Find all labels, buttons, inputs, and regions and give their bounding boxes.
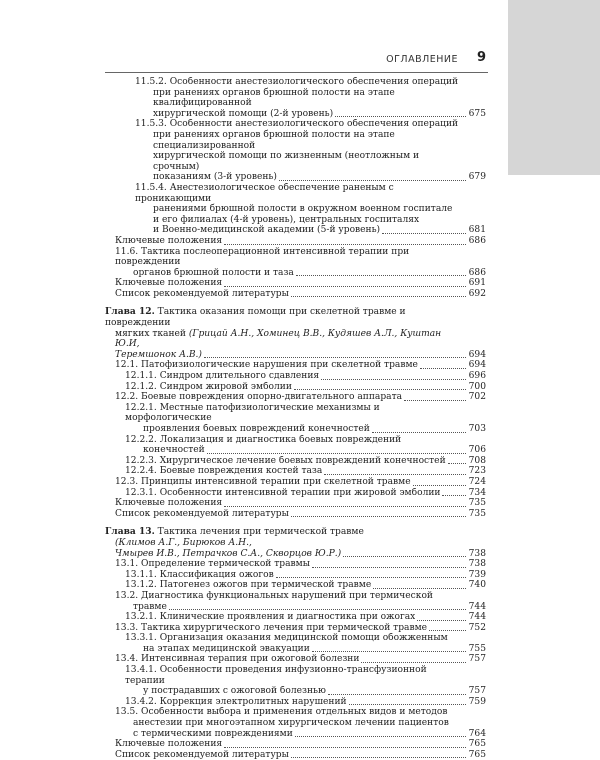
toc-entry-text	[105, 77, 468, 119]
toc-line	[105, 549, 468, 560]
toc-page-number: 744	[468, 612, 486, 623]
toc-line-text	[115, 360, 418, 371]
toc-entry	[105, 697, 486, 708]
table-of-contents	[105, 77, 486, 760]
toc-line-text	[125, 466, 322, 477]
toc-line	[125, 435, 468, 446]
toc-line-text	[115, 559, 310, 570]
toc-entry-line: 13.4.2. Коррекция электролитных нарушений	[125, 696, 347, 707]
toc-entry	[105, 236, 486, 247]
toc-entry-line: 13.2. Диагностика функциональных нарушений при термической	[115, 590, 433, 601]
toc-line	[125, 612, 468, 623]
toc-entry	[105, 612, 486, 623]
toc-line-text	[133, 268, 294, 279]
toc-entry-line: 12.1.1. Синдром длительного сдавления	[125, 371, 320, 382]
toc-line	[115, 477, 468, 488]
toc-line	[135, 204, 468, 215]
toc-entry-text	[105, 623, 468, 634]
toc-line	[105, 538, 468, 549]
dot-leader	[373, 588, 465, 589]
toc-entry-text	[105, 654, 468, 665]
toc-line-text	[125, 456, 446, 467]
dot-leader	[312, 567, 466, 568]
toc-entry-text	[105, 633, 468, 654]
toc-entry-text	[105, 580, 468, 591]
toc-line-text	[115, 549, 341, 560]
chapter-label: Глава 13.	[105, 527, 155, 538]
dot-leader	[324, 474, 465, 475]
toc-chapter-entry	[105, 527, 486, 559]
toc-entry-line: и его филиалах (4-й уровень), центральных госпиталях	[153, 214, 420, 225]
toc-entry-text	[105, 750, 468, 760]
toc-entry-line: Список рекомендуемой литературы	[115, 508, 289, 519]
toc-line	[125, 403, 468, 424]
toc-line	[115, 750, 468, 760]
toc-entry-line: 12.2.3. Хирургическое лечение боевых повреждений конечностей	[125, 455, 446, 466]
dot-leader	[361, 662, 465, 663]
toc-entry-line: 13.3.1. Организация оказания медицинской помощи обожженным	[125, 633, 448, 644]
toc-page-number: 744	[468, 601, 486, 612]
toc-entry-line: хирургической помощи (2-й уровень)	[153, 108, 334, 119]
toc-line-text	[115, 392, 402, 403]
toc-page-number: 755	[468, 643, 486, 654]
toc-line	[115, 718, 468, 729]
toc-entry-text	[105, 456, 468, 467]
toc-line-text	[133, 602, 167, 613]
dot-leader	[429, 630, 466, 631]
toc-page-number: 692	[468, 288, 486, 299]
toc-entry	[105, 382, 486, 393]
toc-page-number: 703	[468, 424, 486, 434]
toc-entry-text	[105, 591, 468, 612]
toc-page-number: 724	[468, 476, 486, 487]
toc-entry-text	[105, 371, 468, 382]
toc-page-number: 675	[468, 108, 486, 119]
toc-entry-text	[105, 707, 468, 739]
toc-page-number: 696	[468, 371, 486, 382]
toc-page-number: 765	[468, 739, 486, 750]
chapter-title: мягких тканей	[115, 328, 189, 339]
toc-line	[115, 268, 468, 279]
toc-line-text	[143, 424, 370, 435]
toc-entry-line: Ключевые положения	[115, 739, 223, 750]
toc-line-text	[143, 686, 326, 697]
toc-page-number: 759	[468, 696, 486, 707]
dot-leader	[372, 432, 466, 433]
toc-entry	[105, 570, 486, 581]
toc-entry-text	[105, 488, 468, 499]
toc-entry	[105, 488, 486, 499]
toc-page-number: 686	[468, 267, 486, 278]
toc-entry-text	[105, 477, 468, 488]
toc-line	[135, 225, 468, 236]
dot-leader	[382, 233, 466, 234]
toc-line-text	[115, 236, 222, 247]
dot-leader	[291, 757, 466, 758]
toc-entry-text	[105, 612, 468, 623]
toc-entry-line: Список рекомендуемой литературы	[115, 749, 289, 760]
toc-line	[115, 623, 468, 634]
toc-entry-text	[105, 665, 468, 697]
toc-page-number: 765	[468, 749, 486, 760]
toc-line-text	[115, 739, 222, 750]
dot-leader	[224, 286, 465, 287]
toc-page-number: 752	[468, 622, 486, 633]
toc-line	[105, 329, 468, 350]
toc-entry-line: показаниям (3-й уровень)	[153, 172, 277, 183]
toc-entry-line: 13.5. Особенности выбора и применения отдельных видов и методов	[115, 707, 448, 718]
dot-leader	[335, 116, 465, 117]
toc-entry	[105, 707, 486, 739]
toc-entry-line: Список рекомендуемой литературы	[115, 288, 289, 299]
dot-leader	[312, 651, 466, 652]
toc-line-text	[125, 580, 371, 591]
toc-line	[135, 109, 468, 120]
toc-entry-line: анестезии при многоэтапном хирургическом лечении пациентов	[133, 718, 449, 729]
toc-entry	[105, 591, 486, 612]
toc-line	[125, 371, 468, 382]
toc-entry	[105, 119, 486, 183]
dot-leader	[204, 357, 466, 358]
toc-line-text	[125, 697, 347, 708]
page-number: 9	[476, 50, 486, 65]
toc-entry	[105, 77, 486, 119]
toc-line-text	[115, 278, 222, 289]
toc-line	[115, 392, 468, 403]
toc-entry-line: ранениями брюшной полости в окружном военном госпитале	[153, 204, 453, 215]
toc-entry-text	[105, 236, 468, 247]
dot-leader	[442, 495, 465, 496]
toc-entry-text	[105, 559, 468, 570]
toc-line-text	[153, 172, 277, 183]
toc-entry-text	[105, 435, 468, 456]
toc-line-text	[115, 750, 289, 760]
toc-line-text	[115, 509, 289, 520]
dot-leader	[404, 400, 466, 401]
toc-line	[125, 580, 468, 591]
toc-line	[115, 654, 468, 665]
toc-line	[115, 707, 468, 718]
toc-line	[125, 424, 468, 435]
toc-entry	[105, 509, 486, 520]
toc-line-text	[115, 350, 202, 361]
toc-entry-line: Ключевые положения	[115, 235, 223, 246]
toc-entry-line: на этапах медицинской эвакуации	[143, 643, 310, 654]
toc-line-text	[115, 498, 222, 509]
toc-entry	[105, 623, 486, 634]
toc-entry-text	[105, 697, 468, 708]
toc-entry-text	[105, 307, 468, 360]
toc-page-number: 679	[468, 172, 486, 183]
toc-entry	[105, 360, 486, 371]
toc-entry-line: с термическими повреждениями	[133, 728, 293, 739]
dot-leader	[448, 463, 466, 464]
toc-entry-text	[105, 382, 468, 393]
toc-entry	[105, 665, 486, 697]
toc-page-number: 681	[468, 225, 486, 236]
toc-entry-text	[105, 527, 468, 559]
toc-entry	[105, 371, 486, 382]
toc-line	[115, 729, 468, 740]
toc-page-number: 706	[468, 445, 486, 456]
toc-entry	[105, 498, 486, 509]
toc-entry	[105, 247, 486, 279]
toc-line	[115, 360, 468, 371]
dot-leader	[349, 704, 466, 705]
toc-entry-text	[105, 278, 468, 289]
toc-entry-line: 13.2.1. Клинические проявления и диагностика при ожогах	[125, 612, 416, 623]
toc-entry-line: 13.1.1. Классификация ожогов	[125, 569, 274, 580]
toc-entry-line: органов брюшной полости и таза	[133, 267, 294, 278]
toc-entry-line: 11.5.4. Анестезиологическое обеспечение раненым с проникающими	[135, 182, 394, 204]
chapter-authors: (Грицай А.Н., Хоминец В.В., Кудяшев А.Л., Куштан Ю.И,	[115, 328, 442, 350]
toc-entry-text	[105, 509, 468, 520]
toc-line-text	[125, 382, 292, 393]
toc-entry-line: хирургической помощи по жизненным (неотложным и срочным)	[153, 151, 420, 172]
toc-entry-line: 13.1. Определение термической травмы	[115, 559, 310, 570]
toc-page-number: 691	[468, 278, 486, 289]
toc-entry-text	[105, 466, 468, 477]
toc-line	[125, 697, 468, 708]
toc-page-number: 686	[468, 235, 486, 246]
toc-page-number: 739	[468, 569, 486, 580]
toc-line-text	[115, 289, 289, 300]
toc-entry-text	[105, 247, 468, 279]
toc-entry-line: при ранениях органов брюшной полости на этапе специализированной	[153, 129, 395, 151]
section-tab-marker	[508, 0, 600, 175]
toc-entry	[105, 456, 486, 467]
toc-page-number: 702	[468, 392, 486, 403]
toc-line	[135, 183, 468, 204]
toc-page-number: 738	[468, 559, 486, 570]
toc-line-text	[143, 445, 205, 456]
toc-line-text	[133, 729, 293, 740]
toc-entry-text	[105, 289, 468, 300]
toc-entry-line: 12.1. Патофизиологические нарушения при скелетной травме	[115, 360, 418, 371]
toc-line	[125, 445, 468, 456]
toc-page-number: 735	[468, 498, 486, 509]
toc-line-text	[143, 644, 310, 655]
toc-page-number: 723	[468, 466, 486, 477]
toc-line	[135, 215, 468, 226]
toc-line	[105, 527, 468, 538]
toc-line	[125, 686, 468, 697]
toc-entry-line: 12.3.1. Особенности интенсивной терапии при жировой эмболии	[125, 487, 441, 498]
toc-line-text	[115, 477, 411, 488]
dot-leader	[224, 244, 465, 245]
chapter-authors: Теремшонок А.В.)	[115, 349, 202, 360]
toc-entry	[105, 580, 486, 591]
toc-page-number: 708	[468, 455, 486, 466]
toc-line	[135, 151, 468, 172]
toc-line	[115, 509, 468, 520]
chapter-authors: Чмырев И.В., Петрачков С.А., Скворцов Ю.Р.)	[115, 548, 342, 559]
chapter-title: Тактика лечения при термической травме	[154, 527, 364, 538]
chapter-title: Тактика оказания помощи при скелетной травме и повреждении	[105, 307, 406, 329]
toc-line-text	[115, 623, 427, 634]
toc-page-number: 757	[468, 686, 486, 697]
toc-line	[115, 247, 468, 268]
toc-entry	[105, 559, 486, 570]
dot-leader	[328, 694, 466, 695]
toc-line	[125, 382, 468, 393]
dot-leader	[343, 556, 465, 557]
toc-line	[105, 307, 468, 328]
toc-line-text	[153, 225, 380, 236]
toc-entry	[105, 477, 486, 488]
toc-line	[125, 633, 468, 644]
chapter-label: Глава 12.	[105, 307, 155, 318]
toc-entry	[105, 435, 486, 456]
toc-entry-text	[105, 392, 468, 403]
toc-line	[135, 130, 468, 151]
dot-leader	[321, 379, 466, 380]
toc-line	[135, 119, 468, 130]
toc-entry	[105, 750, 486, 760]
toc-entry-line: 11.6. Тактика послеоперационной интенсивной терапии при повреждении	[115, 246, 410, 268]
toc-entry	[105, 633, 486, 654]
toc-chapter-entry	[105, 307, 486, 360]
toc-entry-line: у пострадавших с ожоговой болезнью	[143, 686, 326, 697]
dot-leader	[207, 453, 466, 454]
toc-entry-line: 12.2. Боевые повреждения опорно-двигательного аппарата	[115, 392, 403, 403]
toc-entry	[105, 278, 486, 289]
toc-line-text	[125, 488, 440, 499]
toc-entry-line: проявления боевых повреждений конечностей	[143, 424, 370, 434]
toc-line-text	[153, 109, 333, 120]
toc-line-text	[125, 371, 319, 382]
toc-line	[115, 498, 468, 509]
toc-page-number: 735	[468, 508, 486, 519]
toc-entry-text	[105, 570, 468, 581]
toc-line	[115, 278, 468, 289]
dot-leader	[169, 609, 466, 610]
header-title: ОГЛАВЛЕНИЕ	[386, 54, 458, 65]
toc-entry-line: 13.3. Тактика хирургического лечения при термической травме	[115, 622, 428, 633]
toc-line	[135, 172, 468, 183]
toc-entry-line: и Военно-медицинской академии (5-й уровень)	[153, 225, 381, 236]
toc-line	[115, 559, 468, 570]
toc-entry-line: 11.5.3. Особенности анестезиологического обеспечения операций	[135, 119, 459, 130]
dot-leader	[417, 620, 465, 621]
toc-line	[115, 289, 468, 300]
dot-leader	[291, 296, 466, 297]
toc-entry-line: 12.3. Принципы интенсивной терапии при скелетной травме	[115, 476, 411, 487]
toc-entry-text	[105, 403, 468, 435]
toc-entry-text	[105, 739, 468, 750]
toc-line	[125, 644, 468, 655]
dot-leader	[294, 389, 466, 390]
toc-line	[125, 665, 468, 686]
toc-line	[125, 488, 468, 499]
toc-line	[135, 77, 468, 88]
toc-entry-line: Ключевые положения	[115, 498, 223, 509]
toc-page-number: 700	[468, 381, 486, 392]
toc-entry-line: при ранениях органов брюшной полости на этапе квалифицированной	[153, 87, 395, 109]
toc-line-text	[115, 654, 359, 665]
toc-entry	[105, 403, 486, 435]
toc-page-number: 764	[468, 728, 486, 739]
running-header	[105, 50, 488, 73]
toc-page-number: 734	[468, 487, 486, 498]
toc-entry-text	[105, 498, 468, 509]
toc-entry	[105, 289, 486, 300]
dot-leader	[296, 275, 466, 276]
dot-leader	[291, 516, 466, 517]
toc-entry	[105, 183, 486, 236]
toc-entry-line: конечностей	[143, 445, 205, 456]
dot-leader	[279, 180, 466, 181]
toc-entry-text	[105, 119, 468, 183]
toc-entry-line: 12.2.2. Локализация и диагностика боевых повреждений	[125, 434, 402, 445]
dot-leader	[224, 506, 465, 507]
toc-entry-line: травме	[133, 601, 167, 612]
toc-entry-line: 13.1.2. Патогенез ожогов при термической травме	[125, 580, 372, 591]
dot-leader	[420, 368, 466, 369]
toc-page-number: 757	[468, 654, 486, 665]
toc-entry	[105, 654, 486, 665]
toc-line	[125, 456, 468, 467]
dot-leader	[413, 485, 466, 486]
toc-line	[115, 602, 468, 613]
toc-entry-line: 11.5.2. Особенности анестезиологического обеспечения операций	[135, 77, 459, 87]
dot-leader	[276, 577, 466, 578]
toc-entry-line: 13.4.1. Особенности проведения инфузионно-трансфузионной терапии	[125, 665, 427, 686]
toc-line	[125, 570, 468, 581]
toc-line	[135, 88, 468, 109]
toc-page-number: 694	[468, 349, 486, 360]
dot-leader	[295, 736, 466, 737]
toc-entry-text	[105, 360, 468, 371]
toc-line	[115, 591, 468, 602]
toc-entry-line: Ключевые положения	[115, 278, 223, 289]
toc-line	[105, 350, 468, 361]
toc-entry-line: 12.1.2. Синдром жировой эмболии	[125, 381, 292, 392]
toc-entry	[105, 466, 486, 477]
toc-entry-line: 12.2.4. Боевые повреждения костей таза	[125, 466, 323, 477]
toc-line-text	[125, 612, 415, 623]
toc-line	[115, 236, 468, 247]
toc-entry-line: 12.2.1. Местные патофизиологические механизмы и морфологические	[125, 402, 380, 424]
toc-entry-text	[105, 183, 468, 236]
toc-page-number: 694	[468, 360, 486, 371]
toc-page-number: 740	[468, 580, 486, 591]
toc-line	[125, 466, 468, 477]
chapter-authors: (Климов А.Г., Бирюков А.Н.,	[115, 537, 252, 548]
toc-entry	[105, 739, 486, 750]
dot-leader	[224, 747, 465, 748]
toc-line-text	[125, 570, 274, 581]
toc-entry-line: 13.4. Интенсивная терапия при ожоговой болезни	[115, 654, 360, 665]
toc-line	[115, 739, 468, 750]
toc-page-number: 738	[468, 548, 486, 559]
toc-entry	[105, 392, 486, 403]
